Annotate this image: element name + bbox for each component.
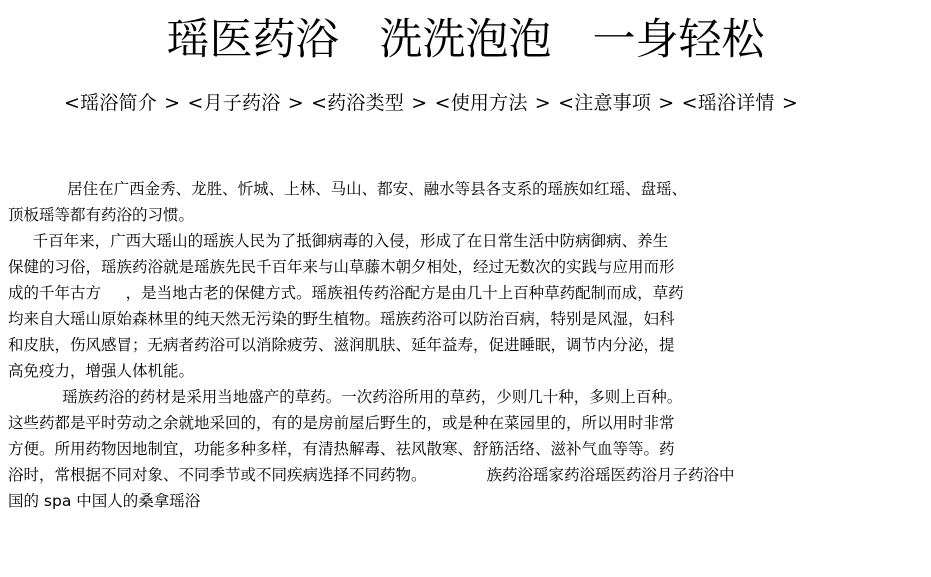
nav-link-bath-types[interactable]: <药浴类型 (311, 92, 404, 114)
nav-separator: > (281, 92, 311, 114)
nav-link-precautions[interactable]: <注意事项 (558, 92, 652, 114)
nav-separator: > (528, 92, 558, 114)
article-line: 居住在广西金秀、龙胜、忻城、上林、马山、都安、融水等县各支系的瑶族如红瑶、盘瑶、 (8, 180, 688, 198)
article-line: 方便。所用药物因地制宜，功能多种多样，有清热解毒、祛风散寒、舒筋活络、滋补气血等等。药 (8, 440, 675, 458)
article-line-with-keywords (8, 462, 926, 488)
article-line: 和皮肤，伤风感冒；无病者药浴可以消除疲劳、滋润肌肤、延年益寿，促进睡眠，调节内分泌，提 (8, 336, 675, 354)
nav-separator: > (652, 92, 681, 114)
article-line: 瑶族药浴的药材是采用当地盛产的草药。一次药浴所用的草药，少则几十种，多则上百种。 (8, 388, 683, 406)
article-line: 保健的习俗，瑶族药浴就是瑶族先民千百年来与山草藤木朝夕相处，经过无数次的实践与应用而形 (8, 258, 675, 276)
article-line: 千百年来，广西大瑶山的瑶族人民为了抵御病毒的入侵，形成了在日常生活中防病御病、养生 (8, 232, 669, 250)
article-line-text: 浴时，常根据不同对象、不同季节或不同疾病选择不同药物。 (8, 466, 427, 484)
page-title: 瑶医药浴 洗洗泡泡 一身轻松 (166, 15, 765, 65)
nav-separator: > (775, 92, 798, 114)
nav-links (64, 90, 799, 116)
nav-link-usage[interactable]: <使用方法 (434, 92, 528, 114)
keyword-tags: 族药浴瑶家药浴瑶医药浴月子药浴中 (486, 466, 735, 484)
nav-link-yaoyu-intro[interactable]: <瑶浴简介 (64, 92, 157, 114)
nav-separator: > (157, 92, 187, 114)
article-line: 顶板瑶等都有药浴的习惯。 (8, 206, 195, 224)
article-line: 均来自大瑶山原始森林里的纯天然无污染的野生植物。瑶族药浴可以防治百病，特别是风湿，妇科 (8, 310, 675, 328)
nav-separator: > (404, 92, 434, 114)
nav-link-postpartum-bath[interactable]: <月子药浴 (187, 92, 281, 114)
article-line: 这些药都是平时劳动之余就地采回的，有的是房前屋后野生的，或是种在菜园里的，所以用时非常 (8, 414, 675, 432)
article-line: 成的千年古方 ，是当地古老的保健方式。瑶族祖传药浴配方是由几十上百种草药配制而成，草药 (8, 284, 684, 302)
nav-link-details[interactable]: <瑶浴详情 (681, 92, 775, 114)
article-body (8, 176, 926, 514)
article-line: 国的 spa 中国人的桑拿瑶浴 (8, 492, 201, 510)
article-line: 高免疫力，增强人体机能。 (8, 362, 195, 380)
